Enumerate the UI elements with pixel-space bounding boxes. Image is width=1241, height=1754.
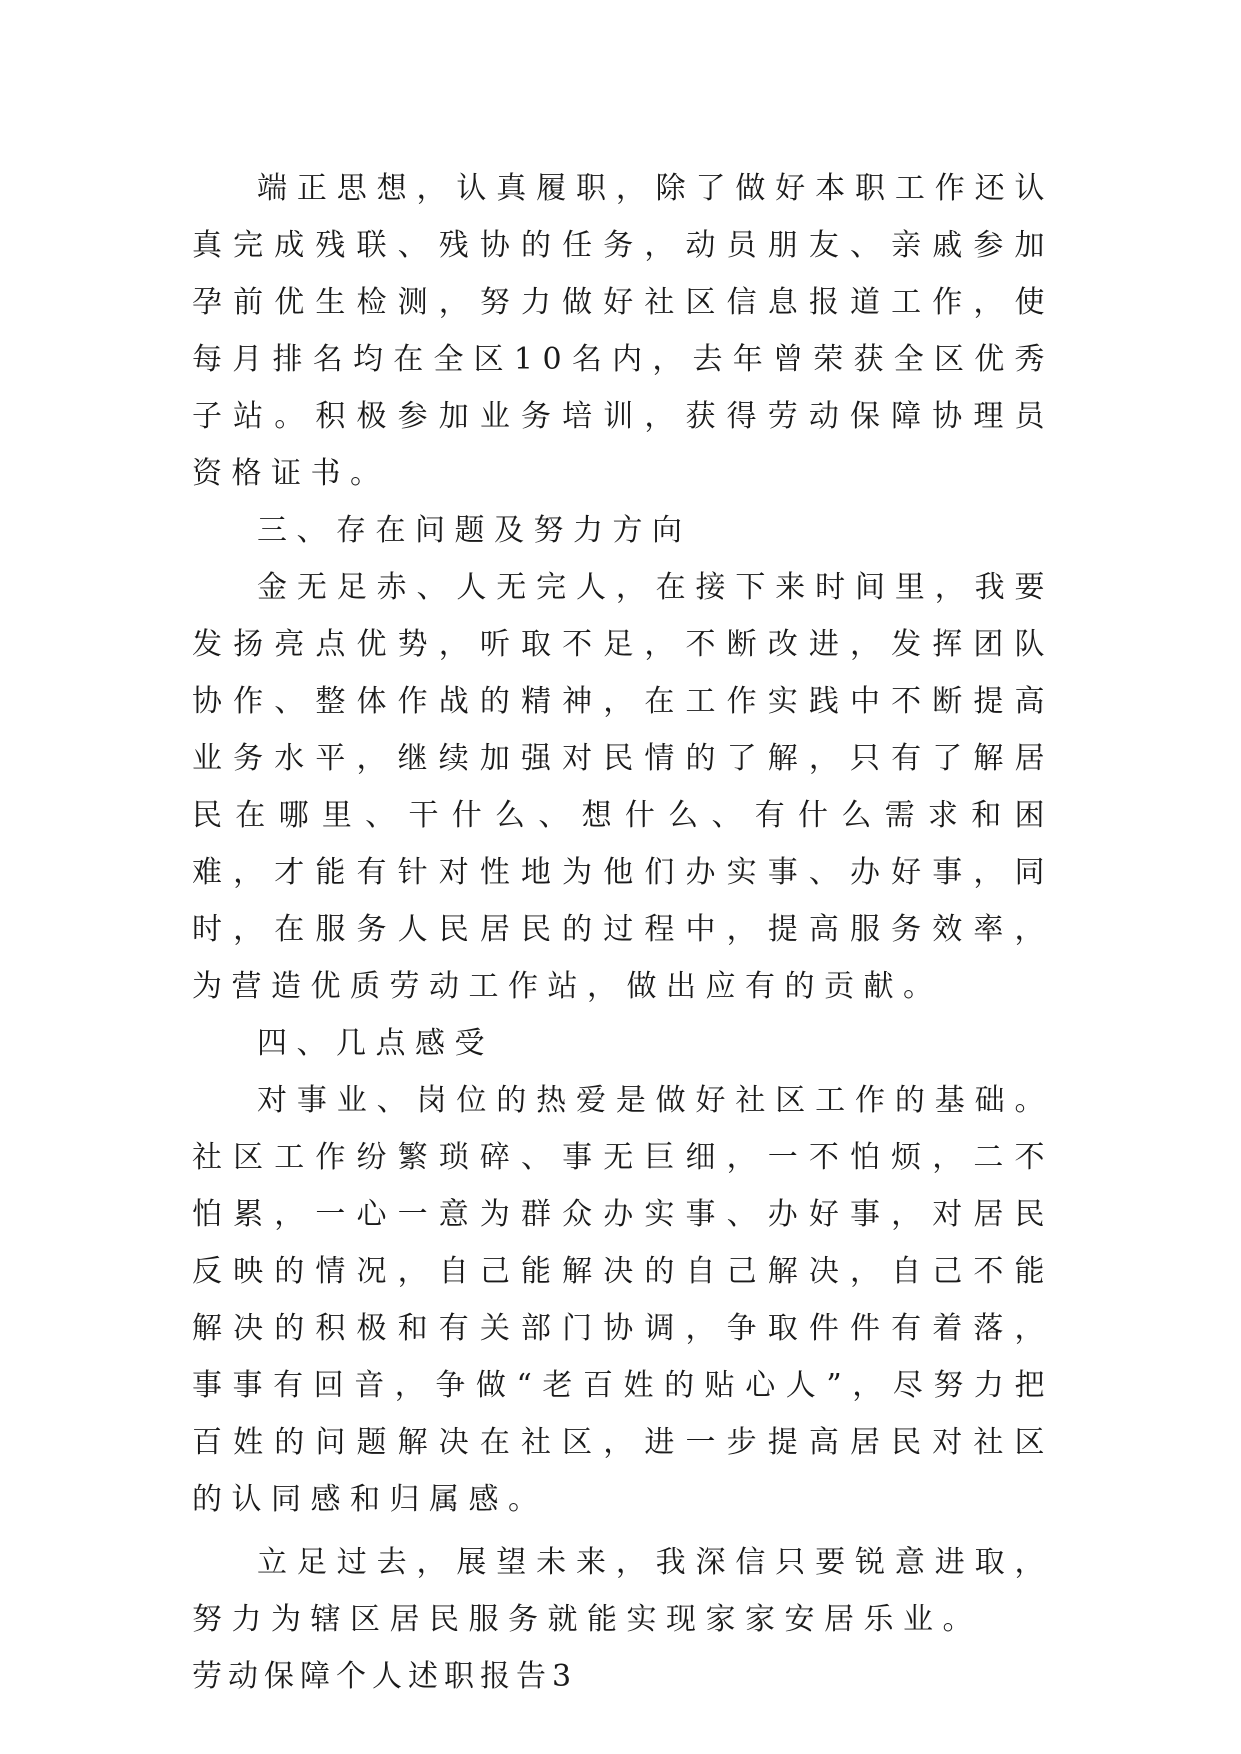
next-report-title: 劳动保障个人述职报告3: [192, 1659, 578, 1694]
paragraph-duties: 端正思想，认真履职，除了做好本职工作还认真完成残联、残协的任务，动员朋友、亲戚参加孕前优生检测，努力做好社区信息报道工作，使每月排名均在全区10名内，去年曾荣获全区优秀子站。积极参加业务培训，获得劳动保障协理员资格证书。: [192, 171, 1054, 491]
paragraph-improvement: 金无足赤、人无完人，在接下来时间里，我要发扬亮点优势，听取不足，不断改进，发挥团队协作、整体作战的精神，在工作实践中不断提高业务水平，继续加强对民情的了解，只有了解居民在哪里、干什么、想什么、有什么需求和困难，才能有针对性地为他们办实事、办好事，同时，在服务人民居民的过程中，提高服务效率，为营造优质劳动工作站，做出应有的贡献。: [192, 570, 1054, 1004]
paragraph-outlook: 立足过去，展望未来，我深信只要锐意进取，努力为辖区居民服务就能实现家家安居乐业。: [192, 1545, 1054, 1637]
paragraph-feelings: 对事业、岗位的热爱是做好社区工作的基础。社区工作纷繁琐碎、事无巨细，一不怕烦，二不怕累，一心一意为群众办实事、办好事，对居民反映的情况，自己能解决的自己解决，自己不能解决的积极和有关部门协调，争取件件有着落，事事有回音，争做“老百姓的贴心人”，尽努力把百姓的问题解决在社区，进一步提高居民对社区的认同感和归属感。: [192, 1083, 1054, 1517]
section-heading-problems: 三、存在问题及努力方向: [257, 513, 692, 548]
section-heading-feelings: 四、几点感受: [257, 1026, 494, 1061]
document-page: [192, 160, 1054, 1705]
